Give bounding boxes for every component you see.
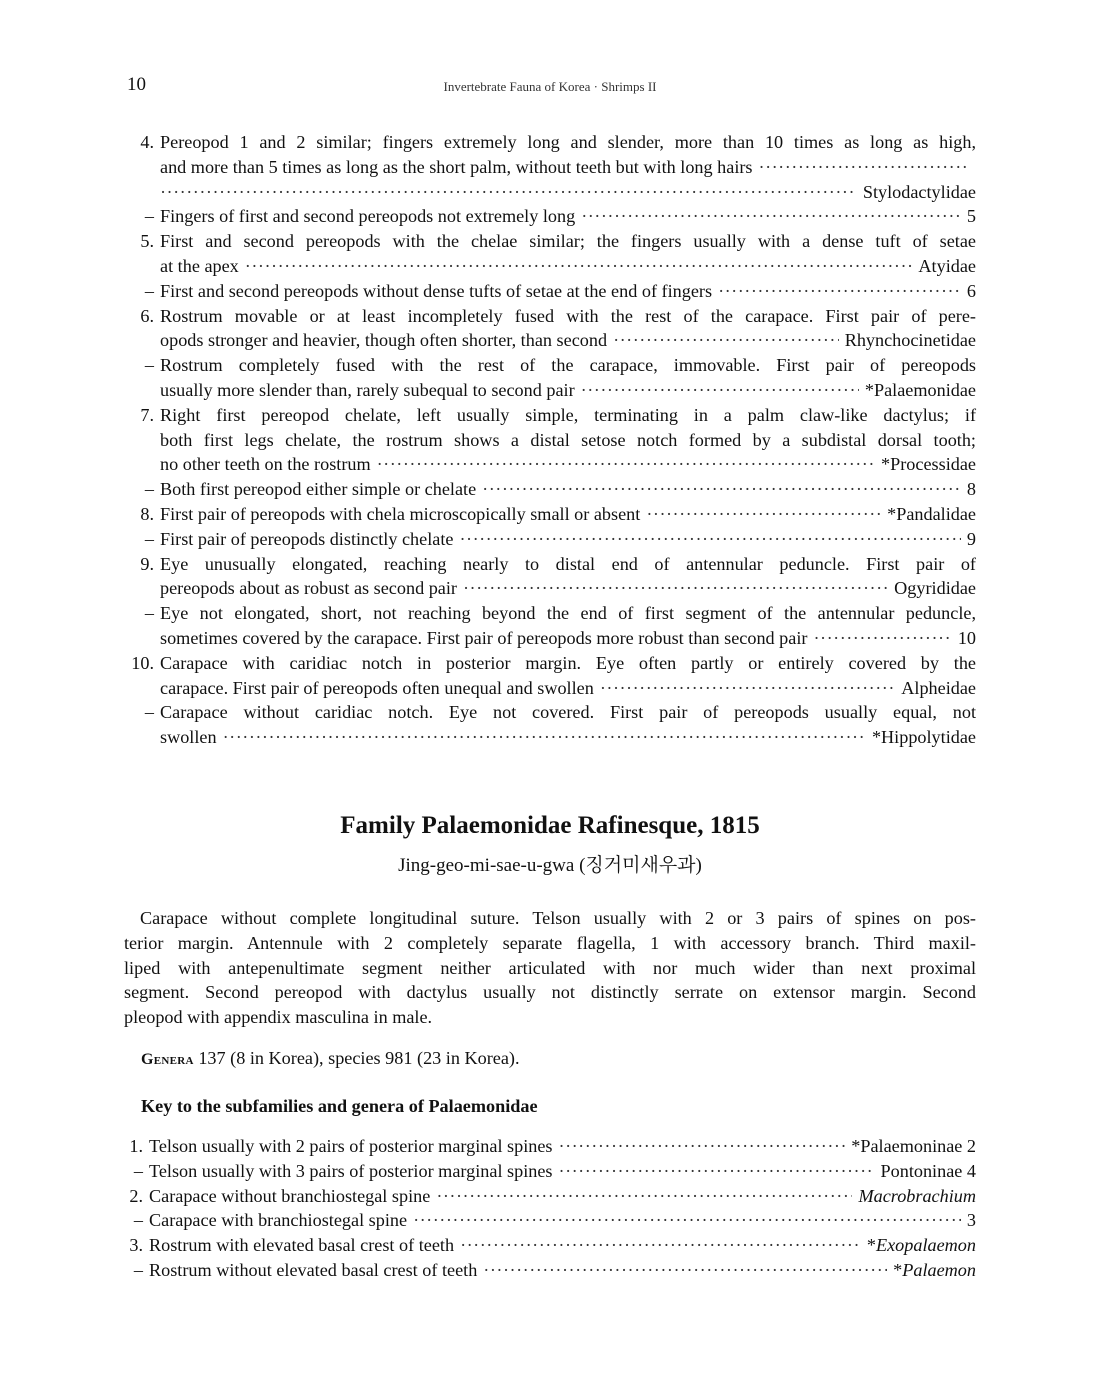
key-line-text: First and second pereopods without dense tufts of setae at the end of fingers bbox=[160, 280, 713, 301]
key-line bbox=[127, 180, 976, 205]
key-text bbox=[160, 328, 976, 353]
key-line bbox=[127, 353, 976, 378]
key-line bbox=[127, 452, 976, 477]
key-text bbox=[160, 527, 976, 552]
family-korean-name: Jing-geo-mi-sae-u-gwa (징거미새우과) bbox=[398, 855, 702, 876]
key-text: both first legs chelate, the rostrum shows a distal setose notch formed by a subdistal dorsal tooth; bbox=[160, 429, 976, 450]
leader-dots bbox=[463, 576, 888, 601]
key-line-text: and more than 5 times as long as the short palm, without teeth but with long hairs bbox=[160, 156, 753, 177]
key-text bbox=[160, 477, 976, 502]
leader-dots bbox=[581, 378, 859, 403]
subfamily-key-heading: Key to the subfamilies and genera of Palaemonidae bbox=[141, 1096, 538, 1116]
key-line-text: Fingers of first and second pereopods not extremely long bbox=[160, 206, 576, 227]
key-text bbox=[160, 626, 976, 651]
key-couplet-number: 5. bbox=[140, 231, 154, 252]
genus-name: Palaemon bbox=[902, 1259, 976, 1280]
key-text bbox=[149, 1184, 976, 1209]
key-destination: 6 bbox=[966, 280, 976, 301]
key-text: Carapace with caridiac notch in posterior margin. Eye often partly or entirely covered by the bbox=[160, 652, 976, 673]
description-line: pleopod with appendix masculina in male. bbox=[124, 1007, 433, 1028]
key-line bbox=[127, 502, 976, 527]
leader-dots bbox=[460, 1233, 861, 1258]
key-text: Eye not elongated, short, not reaching beyond the end of first segment of the antennular peduncle, bbox=[160, 603, 976, 624]
key-line-text: sometimes covered by the carapace. First pair of pereopods more robust than second pair bbox=[160, 627, 808, 648]
family-description bbox=[124, 906, 976, 1030]
key-couplet-number: 6. bbox=[140, 305, 154, 326]
key-text bbox=[160, 155, 976, 180]
description-line: segment. Second pereopod with dactylus usually not distinctly serrate on extensor margin. Second bbox=[124, 982, 976, 1003]
key-line-text: Carapace without branchiostegal spine bbox=[149, 1185, 431, 1206]
key-line bbox=[127, 1184, 976, 1209]
leader-dots bbox=[377, 452, 875, 477]
genus-name: Macrobrachium bbox=[858, 1185, 976, 1206]
page-number: 10 bbox=[127, 74, 146, 95]
key-line bbox=[127, 279, 976, 304]
key-text bbox=[160, 676, 976, 701]
key-line bbox=[127, 1233, 976, 1258]
key-couplet-number: 1. bbox=[129, 1136, 143, 1156]
leader-dots bbox=[581, 204, 961, 229]
key-text: First and second pereopods with the chelae similar; the fingers usually with a dense tuft of setae bbox=[160, 231, 976, 252]
key-destination: 9 bbox=[966, 528, 976, 549]
leader-dots bbox=[559, 1159, 875, 1184]
running-head: Invertebrate Fauna of Korea · Shrimps II bbox=[443, 79, 657, 94]
key-destination bbox=[893, 1258, 976, 1283]
description-line: liped with antepenultimate segment neither articulated with nor much wider than next proximal bbox=[124, 957, 976, 978]
key-couplet-number: – bbox=[144, 528, 154, 549]
key-couplet-number: 7. bbox=[140, 404, 154, 425]
key-destination: Alpheidae bbox=[901, 677, 976, 698]
genus-name: Exopalaemon bbox=[875, 1235, 976, 1256]
key-couplet-number: 2. bbox=[129, 1185, 143, 1206]
key-line-text: pereopods about as robust as second pair bbox=[160, 578, 457, 599]
key-line bbox=[127, 576, 976, 601]
key-couplet-number: – bbox=[133, 1160, 143, 1181]
key-text: Carapace without caridiac notch. Eye not covered. First pair of pereopods usually equal, not bbox=[160, 702, 976, 723]
key-text bbox=[149, 1258, 976, 1283]
key-destination: *Hippolytidae bbox=[871, 727, 976, 748]
genera-text: 137 (8 in Korea), species 981 (23 in Korea). bbox=[193, 1048, 520, 1068]
key-line bbox=[127, 204, 976, 229]
key-destination: *Palaemonidae bbox=[864, 379, 976, 400]
key-couplet-number: 4. bbox=[140, 132, 154, 152]
key-destination bbox=[867, 1233, 976, 1258]
key-line bbox=[127, 477, 976, 502]
key-text bbox=[160, 452, 976, 477]
key-text: Rostrum completely fused with the rest of the carapace, immovable. First pair of pereopods bbox=[160, 355, 976, 376]
key-couplet-number: – bbox=[144, 206, 154, 227]
key-line bbox=[127, 155, 976, 180]
key-line bbox=[127, 254, 976, 279]
leader-dots bbox=[613, 328, 839, 353]
leader-dots bbox=[718, 279, 961, 304]
key-text bbox=[160, 502, 976, 527]
leader-dots bbox=[600, 676, 895, 701]
key-line bbox=[127, 328, 976, 353]
key-line bbox=[127, 725, 976, 750]
key-couplet-number: 9. bbox=[140, 553, 154, 574]
key-couplet-number: – bbox=[144, 355, 154, 376]
key-line-text: Rostrum without elevated basal crest of teeth bbox=[149, 1259, 478, 1280]
destination-prefix: * bbox=[866, 1235, 876, 1256]
key-couplet-number: – bbox=[144, 479, 154, 500]
key-line bbox=[127, 651, 976, 676]
family-title: Family Palaemonidae Rafinesque, 1815 bbox=[340, 812, 760, 839]
destination-text: 3 bbox=[966, 1210, 976, 1231]
key-destination: 5 bbox=[966, 206, 976, 227]
key-text: Pereopod 1 and 2 similar; fingers extremely long and slender, more than 10 times as long as high, bbox=[160, 132, 976, 152]
leader-dots bbox=[223, 725, 866, 750]
destination-text: *Palaemoninae 2 bbox=[851, 1136, 976, 1156]
key-text: Right first pereopod chelate, left usually simple, terminating in a palm claw-like dactylus; if bbox=[160, 404, 976, 425]
key-couplet-number: – bbox=[144, 280, 154, 301]
key-text: Rostrum movable or at least incompletely fused with the rest of the carapace. First pair of pere- bbox=[160, 305, 976, 326]
key-line bbox=[127, 229, 976, 254]
key-line-text: First pair of pereopods with chela microscopically small or absent bbox=[160, 503, 641, 524]
key-line-text: no other teeth on the rostrum bbox=[160, 454, 371, 475]
key-destination: Stylodactylidae bbox=[862, 181, 976, 202]
key-destination: 10 bbox=[957, 627, 976, 648]
leader-dots bbox=[646, 502, 881, 527]
leader-dots bbox=[436, 1184, 852, 1209]
key-destination bbox=[858, 1184, 976, 1209]
key-text bbox=[160, 576, 976, 601]
subfamily-key bbox=[127, 1134, 976, 1283]
key-destination bbox=[967, 1208, 976, 1233]
key-text bbox=[160, 378, 976, 403]
key-couplet-number: – bbox=[133, 1210, 143, 1231]
destination-prefix: * bbox=[893, 1259, 903, 1280]
key-text bbox=[149, 1159, 976, 1184]
key-line bbox=[127, 378, 976, 403]
key-line-text: Telson usually with 3 pairs of posterior marginal spines bbox=[149, 1160, 553, 1181]
description-line: Carapace without complete longitudinal suture. Telson usually with 2 or 3 pairs of spines on pos- bbox=[140, 908, 976, 928]
key-line-text: Telson usually with 2 pairs of posterior marginal spines bbox=[149, 1136, 553, 1156]
key-line-text: Both first pereopod either simple or chelate bbox=[160, 479, 477, 500]
family-key bbox=[127, 130, 976, 750]
leader-dots bbox=[482, 477, 961, 502]
key-line-text: opods stronger and heavier, though often shorter, than second bbox=[160, 330, 608, 351]
genera-count bbox=[141, 1048, 520, 1069]
key-line-text: First pair of pereopods distinctly chelate bbox=[160, 528, 454, 549]
key-line bbox=[127, 676, 976, 701]
key-line-text: at the apex bbox=[160, 255, 239, 276]
key-line bbox=[127, 700, 976, 725]
key-couplet-number: 8. bbox=[140, 503, 154, 524]
key-destination: Atyidae bbox=[918, 255, 976, 276]
leader-dots bbox=[413, 1208, 961, 1233]
key-text bbox=[149, 1134, 976, 1159]
key-text bbox=[160, 180, 976, 205]
key-line bbox=[127, 1208, 976, 1233]
key-destination: 8 bbox=[966, 479, 976, 500]
genera-label: Genera bbox=[141, 1051, 194, 1068]
key-line-text: Rostrum with elevated basal crest of teeth bbox=[149, 1235, 455, 1256]
key-destination bbox=[851, 1134, 976, 1159]
key-text bbox=[160, 204, 976, 229]
key-text bbox=[160, 279, 976, 304]
key-couplet-number: – bbox=[144, 702, 154, 723]
key-text bbox=[160, 254, 976, 279]
key-line-text: Carapace with branchiostegal spine bbox=[149, 1210, 408, 1231]
leader-dots bbox=[459, 527, 960, 552]
key-line-text: swollen bbox=[160, 727, 217, 748]
key-line bbox=[127, 428, 976, 453]
leader-dots bbox=[813, 626, 951, 651]
key-line bbox=[127, 552, 976, 577]
key-couplet-number: – bbox=[133, 1259, 143, 1280]
key-line bbox=[127, 1159, 976, 1184]
key-line bbox=[127, 1258, 976, 1283]
leader-dots bbox=[759, 155, 970, 180]
key-text bbox=[149, 1233, 976, 1258]
key-line bbox=[127, 1134, 976, 1159]
key-text: Eye unusually elongated, reaching nearly to distal end of antennular peduncle. First pair of bbox=[160, 553, 976, 574]
key-destination: *Pandalidae bbox=[887, 503, 976, 524]
key-destination: Rhynchocinetidae bbox=[844, 330, 976, 351]
description-line: terior margin. Antennule with 2 completely separate flagella, 1 with accessory branch. Third maxil- bbox=[124, 932, 976, 953]
key-line bbox=[127, 626, 976, 651]
leader-dots bbox=[160, 180, 857, 205]
key-line bbox=[127, 304, 976, 329]
leader-dots bbox=[483, 1258, 887, 1283]
key-text bbox=[149, 1208, 976, 1233]
key-destination bbox=[881, 1159, 976, 1184]
key-text bbox=[160, 725, 976, 750]
key-destination: Ogyrididae bbox=[894, 578, 976, 599]
key-line bbox=[127, 403, 976, 428]
key-line-text: carapace. First pair of pereopods often unequal and swollen bbox=[160, 677, 594, 698]
leader-dots bbox=[559, 1134, 846, 1159]
key-line-text: usually more slender than, rarely subequal to second pair bbox=[160, 379, 575, 400]
key-line bbox=[127, 527, 976, 552]
key-line bbox=[127, 601, 976, 626]
destination-text: Pontoninae 4 bbox=[880, 1160, 976, 1181]
key-couplet-number: 3. bbox=[129, 1235, 143, 1256]
leader-dots bbox=[245, 254, 913, 279]
key-line bbox=[127, 130, 976, 155]
key-couplet-number: – bbox=[144, 603, 154, 624]
key-destination: *Processidae bbox=[881, 454, 976, 475]
key-couplet-number: 10. bbox=[131, 652, 154, 673]
